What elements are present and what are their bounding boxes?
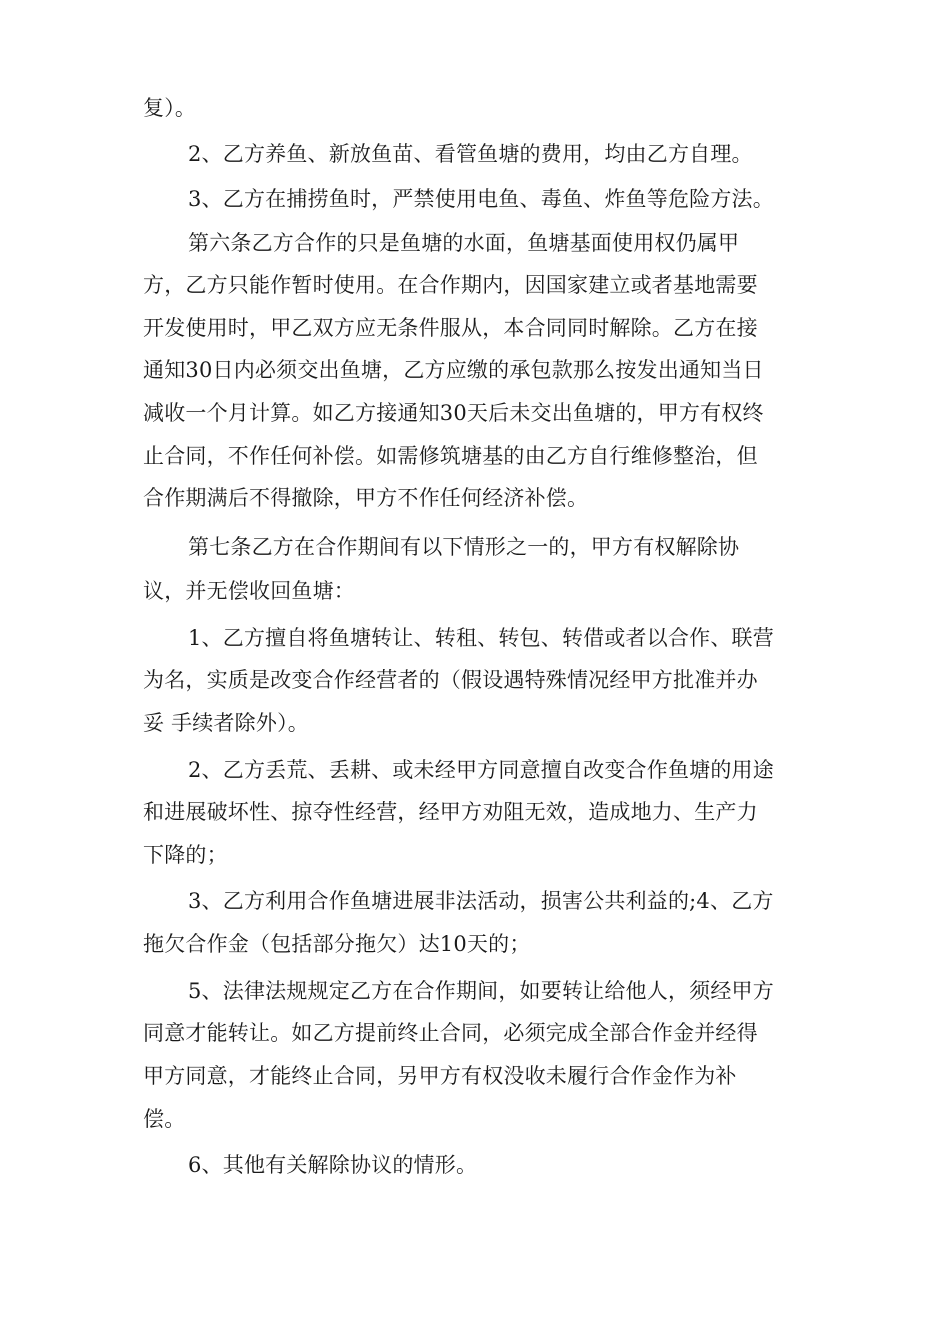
text-line: 6、其他有关解除协议的情形。 [188,1153,478,1177]
text-line: 减收一个月计算。如乙方接通知30天后未交出鱼塘的，甲方有权终 [143,401,764,425]
text-line: 偿。 [143,1107,186,1131]
text-line: 2、乙方丢荒、丢耕、或未经甲方同意擅自改变合作鱼塘的用途 [188,758,774,782]
text-line: 为名，实质是改变合作经营者的（假设遇特殊情况经甲方批准并办 [143,668,758,692]
text-line: 5、法律法规规定乙方在合作期间，如要转让给他人，须经甲方 [188,979,774,1003]
text-line: 下降的； [143,843,228,867]
text-line: 3、乙方利用合作鱼塘进展非法活动，损害公共利益的;4、乙方 [188,889,774,913]
text-line: 方，乙方只能作暂时使用。在合作期内，因国家建立或者基地需要 [143,273,758,297]
text-line: 拖欠合作金（包括部分拖欠）达10天的； [143,932,531,956]
text-line: 甲方同意，才能终止合同，另甲方有权没收未履行合作金作为补 [143,1064,737,1088]
text-line: 3、乙方在捕捞鱼时，严禁使用电鱼、毒鱼、炸鱼等危险方法。 [188,187,774,211]
text-line: 2、乙方养鱼、新放鱼苗、看管鱼塘的费用，均由乙方自理。 [188,142,753,166]
text-line: 和进展破坏性、掠夺性经营，经甲方劝阻无效，造成地力、生产力 [143,800,758,824]
text-line: 议，并无偿收回鱼塘： [143,579,355,603]
text-line: 合作期满后不得撤除，甲方不作任何经济补偿。 [143,486,589,510]
text-line: 第七条乙方在合作期间有以下情形之一的，甲方有权解除协 [188,535,740,559]
text-line: 同意才能转让。如乙方提前终止合同，必须完成全部合作金并经得 [143,1021,758,1045]
text-line: 第六条乙方合作的只是鱼塘的水面，鱼塘基面使用权仍属甲 [188,231,740,255]
text-line: 开发使用时，甲乙双方应无条件服从，本合同同时解除。乙方在接 [143,316,758,340]
text-line: 妥 手续者除外）。 [143,711,309,735]
text-line: 复）。 [143,96,197,120]
text-line: 1、乙方擅自将鱼塘转让、转租、转包、转借或者以合作、联营 [188,626,774,650]
text-line: 止合同，不作任何补偿。如需修筑塘基的由乙方自行维修整治，但 [143,444,758,468]
text-line: 通知30日内必须交出鱼塘，乙方应缴的承包款那么按发出通知当日 [143,358,764,382]
